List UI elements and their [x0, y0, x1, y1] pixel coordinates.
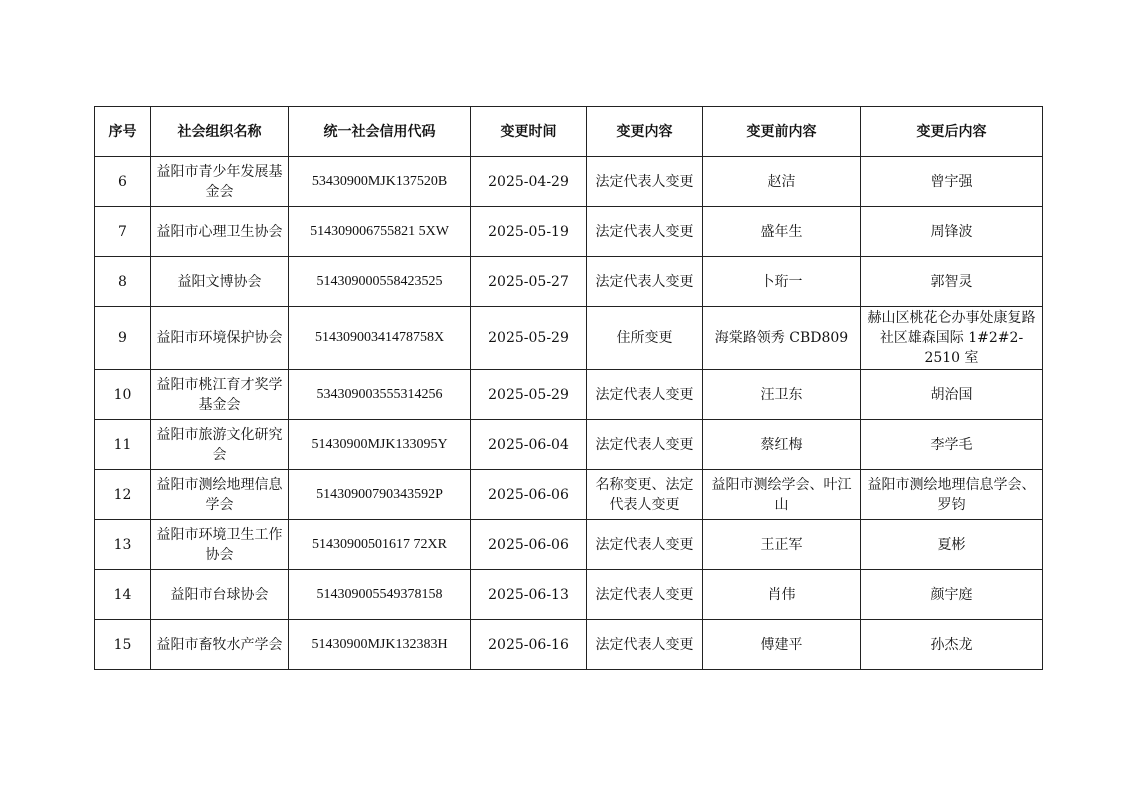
table-row: [95, 370, 1043, 420]
header-change-date: 变更时间: [471, 107, 587, 157]
table-row: [95, 257, 1043, 307]
cell-serial: 10: [95, 370, 151, 420]
cell-change-date: 2025-06-06: [471, 470, 587, 520]
cell-after: 曾宇强: [861, 157, 1043, 207]
cell-change-date: 2025-04-29: [471, 157, 587, 207]
cell-serial: 8: [95, 257, 151, 307]
cell-org-name: 益阳市畜牧水产学会: [151, 620, 289, 670]
cell-serial: 14: [95, 570, 151, 620]
table-row: [95, 470, 1043, 520]
cell-serial: 12: [95, 470, 151, 520]
header-serial: 序号: [95, 107, 151, 157]
cell-org-name: 益阳市青少年发展基金会: [151, 157, 289, 207]
cell-change-type: 法定代表人变更: [587, 420, 703, 470]
cell-credit-code: 514309000558423525: [289, 257, 471, 307]
cell-credit-code: 51430900MJK133095Y: [289, 420, 471, 470]
cell-change-date: 2025-05-27: [471, 257, 587, 307]
cell-change-date: 2025-06-04: [471, 420, 587, 470]
cell-before: 盛年生: [703, 207, 861, 257]
cell-change-type: 名称变更、法定代表人变更: [587, 470, 703, 520]
cell-after: 益阳市测绘地理信息学会、罗钧: [861, 470, 1043, 520]
cell-credit-code: 51430900501617 72XR: [289, 520, 471, 570]
cell-org-name: 益阳市心理卫生协会: [151, 207, 289, 257]
cell-org-name: 益阳市环境保护协会: [151, 307, 289, 370]
cell-serial: 9: [95, 307, 151, 370]
cell-org-name: 益阳文博协会: [151, 257, 289, 307]
cell-after: 赫山区桃花仑办事处康复路社区雄森国际 1#2#2-2510 室: [861, 307, 1043, 370]
cell-change-date: 2025-05-19: [471, 207, 587, 257]
cell-credit-code: 53430900MJK137520B: [289, 157, 471, 207]
cell-credit-code: 534309003555314256: [289, 370, 471, 420]
cell-change-date: 2025-05-29: [471, 370, 587, 420]
cell-org-name: 益阳市台球协会: [151, 570, 289, 620]
cell-change-type: 法定代表人变更: [587, 257, 703, 307]
cell-serial: 6: [95, 157, 151, 207]
cell-after: 李学毛: [861, 420, 1043, 470]
cell-credit-code: 514309005549378158: [289, 570, 471, 620]
cell-change-date: 2025-06-16: [471, 620, 587, 670]
cell-change-type: 法定代表人变更: [587, 207, 703, 257]
cell-change-type: 法定代表人变更: [587, 157, 703, 207]
cell-credit-code: 51430900MJK132383H: [289, 620, 471, 670]
cell-credit-code: 51430900790343592P: [289, 470, 471, 520]
header-org-name: 社会组织名称: [151, 107, 289, 157]
cell-before: 赵洁: [703, 157, 861, 207]
cell-before: 汪卫东: [703, 370, 861, 420]
header-change-type: 变更内容: [587, 107, 703, 157]
cell-after: 颜宇庭: [861, 570, 1043, 620]
cell-after: 孙杰龙: [861, 620, 1043, 670]
cell-org-name: 益阳市测绘地理信息学会: [151, 470, 289, 520]
cell-org-name: 益阳市桃江育才奖学基金会: [151, 370, 289, 420]
table-row: [95, 420, 1043, 470]
cell-change-type: 法定代表人变更: [587, 620, 703, 670]
table-row: [95, 157, 1043, 207]
cell-serial: 15: [95, 620, 151, 670]
cell-before: 傅建平: [703, 620, 861, 670]
header-after: 变更后内容: [861, 107, 1043, 157]
table-row: [95, 207, 1043, 257]
cell-before: 海棠路领秀 CBD809: [703, 307, 861, 370]
cell-change-date: 2025-05-29: [471, 307, 587, 370]
cell-before: 肖伟: [703, 570, 861, 620]
table-header-row: [95, 107, 1043, 157]
cell-org-name: 益阳市环境卫生工作协会: [151, 520, 289, 570]
cell-serial: 11: [95, 420, 151, 470]
table-row: [95, 620, 1043, 670]
cell-after: 夏彬: [861, 520, 1043, 570]
cell-change-type: 法定代表人变更: [587, 370, 703, 420]
table-row: [95, 307, 1043, 370]
cell-after: 胡治国: [861, 370, 1043, 420]
cell-serial: 7: [95, 207, 151, 257]
change-records-table: [94, 106, 1043, 670]
cell-change-date: 2025-06-06: [471, 520, 587, 570]
cell-change-date: 2025-06-13: [471, 570, 587, 620]
cell-before: 王正军: [703, 520, 861, 570]
cell-before: 益阳市测绘学会、叶江山: [703, 470, 861, 520]
cell-credit-code: 51430900341478758X: [289, 307, 471, 370]
table-row: [95, 570, 1043, 620]
table-row: [95, 520, 1043, 570]
header-before: 变更前内容: [703, 107, 861, 157]
header-credit-code: 统一社会信用代码: [289, 107, 471, 157]
cell-change-type: 住所变更: [587, 307, 703, 370]
cell-before: 卜珩一: [703, 257, 861, 307]
cell-change-type: 法定代表人变更: [587, 570, 703, 620]
cell-before: 蔡红梅: [703, 420, 861, 470]
cell-change-type: 法定代表人变更: [587, 520, 703, 570]
cell-org-name: 益阳市旅游文化研究会: [151, 420, 289, 470]
cell-after: 郭智灵: [861, 257, 1043, 307]
cell-serial: 13: [95, 520, 151, 570]
cell-credit-code: 514309006755821 5XW: [289, 207, 471, 257]
cell-after: 周锋波: [861, 207, 1043, 257]
